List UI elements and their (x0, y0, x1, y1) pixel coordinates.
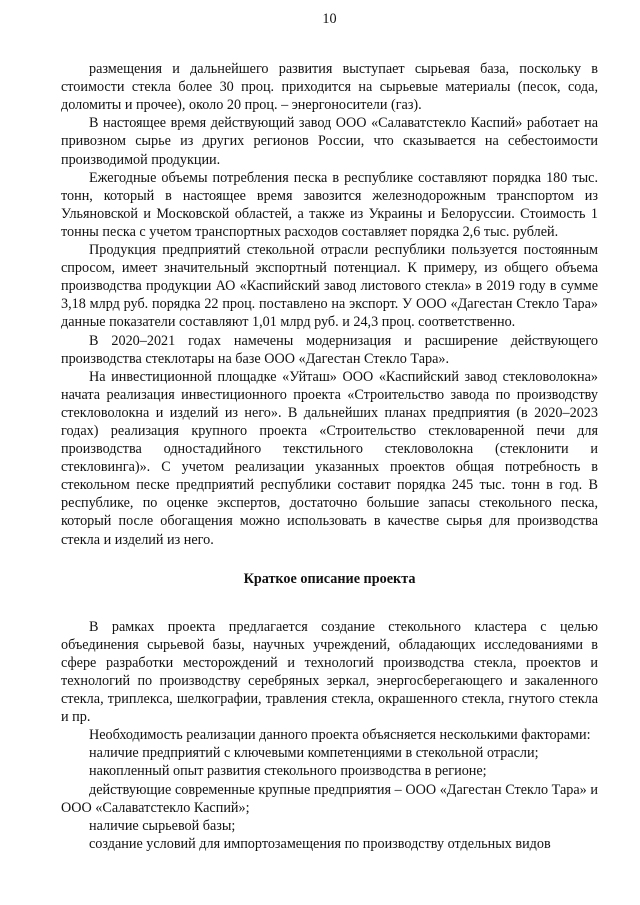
list-item: накопленный опыт развития стекольного производства в регионе; (89, 763, 487, 780)
paragraph: В 2020–2021 годах намечены модернизация и расширение действующего производства стеклотары на базе ООО «Дагестан Стекло Тара». (61, 332, 598, 367)
paragraph: Ежегодные объемы потребления песка в республике составляют порядка 180 тыс. тонн, который в настоящее время завозится железнодорожным транспортом из Ульяновской и Московской областей, а также из Украины и Белоруссии. Стоимость 1 тонны песка с учетом транспортных расходов составляет порядка 2,6 тыс. рублей. (61, 169, 598, 240)
list-item: создание условий для импортозамещения по производству отдельных видов (89, 835, 551, 852)
paragraph: На инвестиционной площадке «Уйташ» ООО «Каспийский завод стекловолокна» начата реализация инвестиционного проекта «Строительство завода по производству стекловолокна и изделий из него». В дальнейших планах предприятия (в 2020–2023 годах) реализация крупного проекта «Строительство стекловаренной печи для производства одностадийного текстильного стекловолокна (стеклонити и стекловинга)». С учетом реализации указанных проектов общая потребность в стекольном песке предприятий республики составит порядка 245 тыс. тонн в год. В республике, по оценке экспертов, достаточно большие запасы стекольного песка, который после обогащения можно использовать в качестве сырья для производства стекла и изделий из него. (61, 368, 598, 548)
paragraph: Продукция предприятий стекольной отрасли республики пользуется постоянным спросом, имеет значительный экспортный потенциал. К примеру, из общего объема производства продукции АО «Каспийский завод листового стекла» в 2019 году в сумме 3,18 млрд руб. порядка 22 проц. поставлено на экспорт. У ООО «Дагестан Стекло Тара» данные показатели составляют 1,01 млрд руб. и 24,3 проц. соответственно. (61, 242, 598, 331)
section-heading: Краткое описание проекта (243, 570, 416, 587)
list-item: наличие сырьевой базы; (89, 817, 236, 834)
list-item: наличие предприятий с ключевыми компетенциями в стекольной отрасли; (89, 745, 539, 762)
paragraph: В рамках проекта предлагается создание стекольного кластера с целью объединения сырьевой базы, научных учреждений, обладающих исследованиями в сфере разработки месторождений и технологий производства стекла, проектов и технологий по производству серебряных зеркал, энергосберегающего и закаленного стекла, триплекса, шелкографии, травления стекла, окрашенного стекла, гнутого стекла и пр. (61, 618, 598, 726)
paragraph: В настоящее время действующий завод ООО «Салаватстекло Каспий» работает на привозном сырье из других регионов России, что сказывается на себестоимости производимой продукции. (61, 115, 598, 168)
page-number: 10 (322, 11, 337, 27)
paragraph: размещения и дальнейшего развития выступает сырьевая база, поскольку в стоимости стекла более 30 проц. приходится на сырьевые материалы (песок, сода, доломиты и прочее), около 20 проц. – энергоносители (газ). (61, 61, 598, 114)
list-item: действующие современные крупные предприятия – ООО «Дагестан Стекло Тара» и ООО «Салаватстекло Каспий»; (61, 781, 598, 816)
paragraph: Необходимость реализации данного проекта объясняется несколькими факторами: (89, 727, 591, 744)
